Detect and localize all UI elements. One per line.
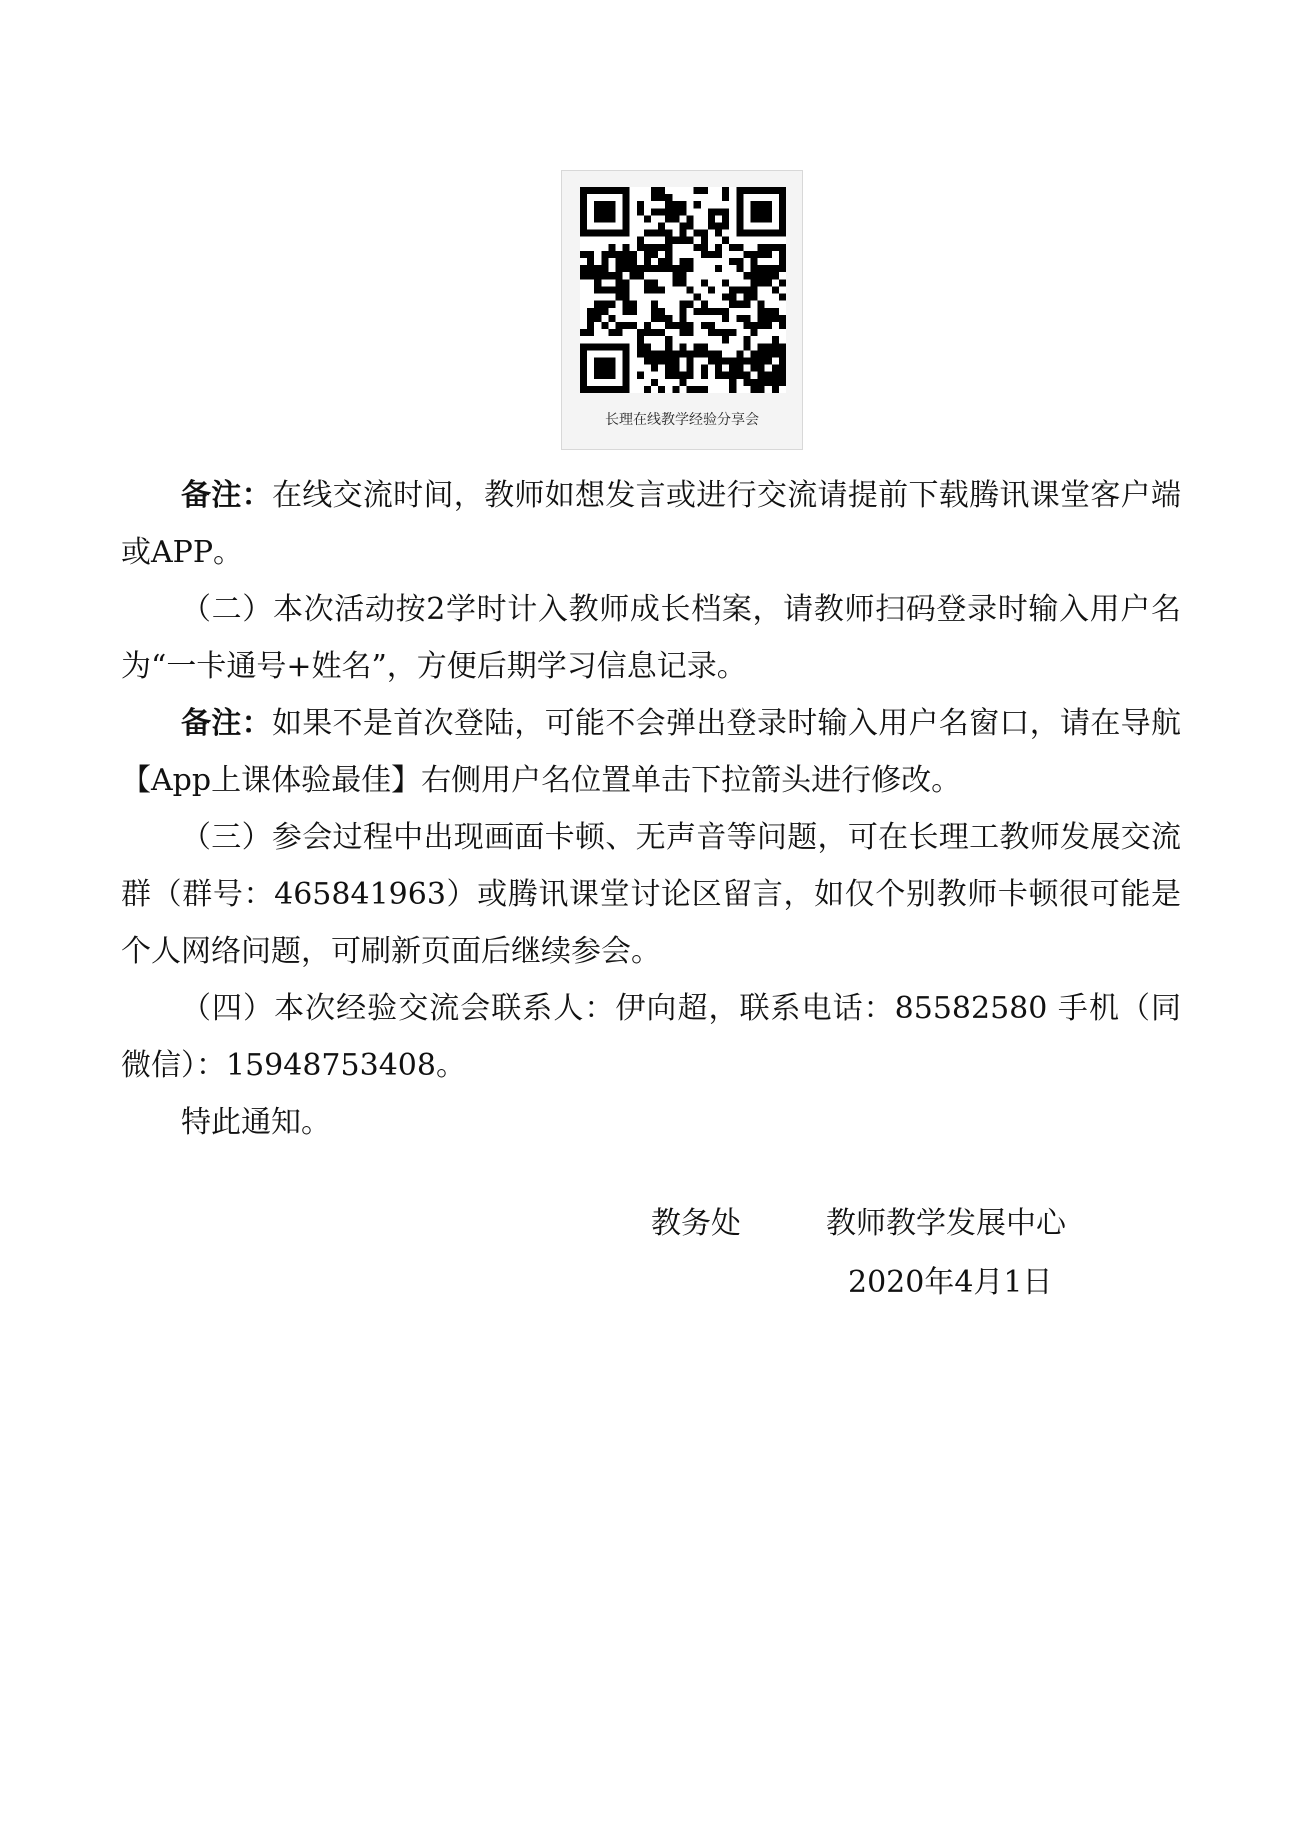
note-label: 备注： [181,706,272,741]
paragraph-text: 如果不是首次登陆，可能不会弹出登录时输入用户名窗口，请在导航【App上课体验最佳】右侧用户名位置单击下拉箭头进行修改。 [121,706,1181,798]
paragraph-text: （四）本次经验交流会联系人：伊向超，联系电话：85582580 手机（同微信）：15948753408。 [121,991,1181,1083]
signature-center: 教师教学发展中心 [826,1206,1066,1241]
paragraph-text: 特此通知。 [181,1105,331,1140]
signature-date: 2020年4月1日 [848,1265,1053,1300]
paragraph-item-2 [121,581,1181,695]
note-label: 备注： [181,478,272,513]
paragraph-item-3 [121,809,1181,980]
paragraph-item-4 [121,980,1181,1094]
signature-dept: 教务处 [651,1206,741,1241]
qr-card [561,170,803,450]
paragraph-closing [121,1094,1181,1151]
paragraph-text: （二）本次活动按2学时计入教师成长档案，请教师扫码登录时输入用户名为“一卡通号+姓名”，方便后期学习信息记录。 [121,592,1181,684]
paragraph-text: 在线交流时间，教师如想发言或进行交流请提前下载腾讯课堂客户端或APP。 [121,478,1181,570]
paragraph-text: （三）参会过程中出现画面卡顿、无声音等问题，可在长理工教师发展交流群（群号：465841963）或腾讯课堂讨论区留言，如仅个别教师卡顿很可能是个人网络问题，可刷新页面后继续参会。 [121,820,1181,969]
paragraph-note-2 [121,695,1181,809]
notice-body [121,467,1181,1151]
paragraph-note-1 [121,467,1181,581]
qr-caption: 长理在线教学经验分享会 [605,412,759,428]
qr-code-icon[interactable] [580,187,786,393]
